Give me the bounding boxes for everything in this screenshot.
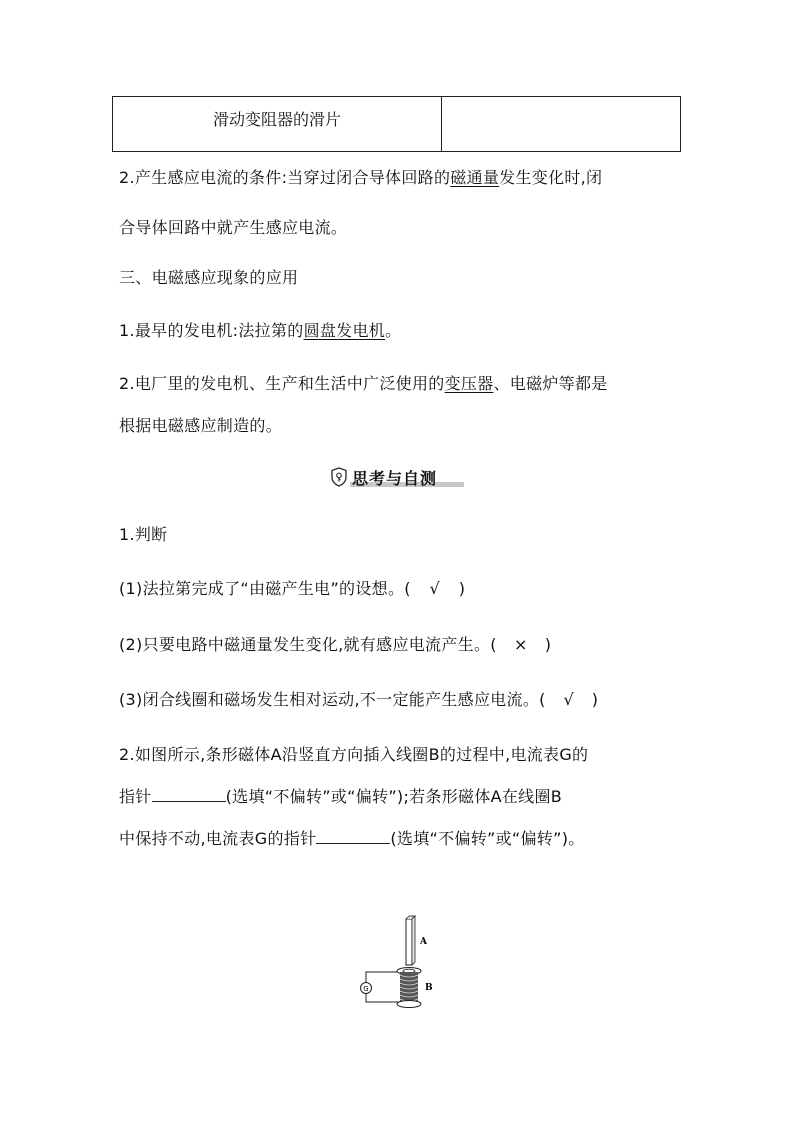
magnet-coil-diagram: [356, 915, 446, 1015]
paragraph-earliest-generator: [119, 318, 401, 341]
text-segment: 。: [385, 321, 402, 340]
wire-bottom: [366, 993, 400, 1002]
close-paren: ): [544, 635, 552, 654]
text-segment: (选填“不偏转”或“偏转”);若条形磁体A在线圈B: [225, 787, 563, 806]
paragraph-applications: [119, 371, 608, 394]
judgement-item-1: [119, 576, 465, 599]
judgement-text: (3)闭合线圈和磁场发生相对运动,不一定能产生感应电流。(: [119, 690, 546, 709]
shield-icon: [330, 467, 348, 487]
section-heading-applications: 三、电磁感应现象的应用: [119, 268, 299, 287]
bar-magnet: [406, 916, 415, 965]
question-2-line3: [119, 826, 585, 849]
text-segment: 2.产生感应电流的条件:当穿过闭合导体回路的: [119, 168, 451, 187]
judgement-text: (1)法拉第完成了“由磁产生电”的设想。(: [119, 579, 411, 598]
paragraph-induction-condition-line2: 合导体回路中就产生感应电流。: [119, 218, 348, 237]
text-segment: 中保持不动,电流表G的指针: [119, 829, 317, 848]
comparison-table-row: [112, 96, 681, 152]
table-cell-value: [442, 97, 681, 152]
think-and-test-heading: [330, 466, 464, 488]
answer-disc-generator: 圆盘发电机: [303, 321, 386, 340]
text-segment: (选填“不偏转”或“偏转”)。: [390, 829, 585, 848]
answer-blank-1[interactable]: [152, 787, 226, 802]
text-segment: 1.最早的发电机:法拉第的: [119, 321, 304, 340]
check-mark: √: [429, 579, 441, 598]
think-title-text: 思考与自测: [352, 469, 438, 488]
text-segment: 发生变化时,闭: [499, 168, 603, 187]
question-2-line1: 2.如图所示,条形磁体A沿竖直方向插入线圈B的过程中,电流表G的: [119, 745, 589, 764]
wire-top: [366, 972, 400, 983]
text-segment: 2.电厂里的发电机、生产和生活中广泛使用的: [119, 374, 445, 393]
answer-blank-2[interactable]: [316, 829, 390, 844]
check-mark: √: [563, 690, 574, 709]
coil: [397, 968, 421, 1008]
table-cell-label: 滑动变阻器的滑片: [113, 97, 442, 152]
cross-mark: ×: [513, 635, 528, 654]
meter-label: G: [363, 985, 369, 993]
answer-magnetic-flux: 磁通量: [450, 168, 500, 187]
coil-label: B: [425, 983, 433, 993]
close-paren: ): [458, 579, 466, 598]
answer-transformer: 变压器: [444, 374, 494, 393]
text-segment: 、电磁炉等都是: [493, 374, 608, 393]
magnet-label: A: [420, 937, 427, 947]
text-segment: 指针: [119, 787, 152, 806]
question-1-label: 1.判断: [119, 525, 168, 544]
judgement-item-3: [119, 687, 598, 710]
paragraph-applications-line2: 根据电磁感应制造的。: [119, 416, 283, 435]
judgement-item-2: [119, 632, 551, 655]
close-paren: ): [591, 690, 599, 709]
judgement-text: (2)只要电路中磁通量发生变化,就有感应电流产生。(: [119, 635, 497, 654]
paragraph-induction-condition: [119, 165, 602, 188]
question-2-line2: [119, 784, 562, 807]
